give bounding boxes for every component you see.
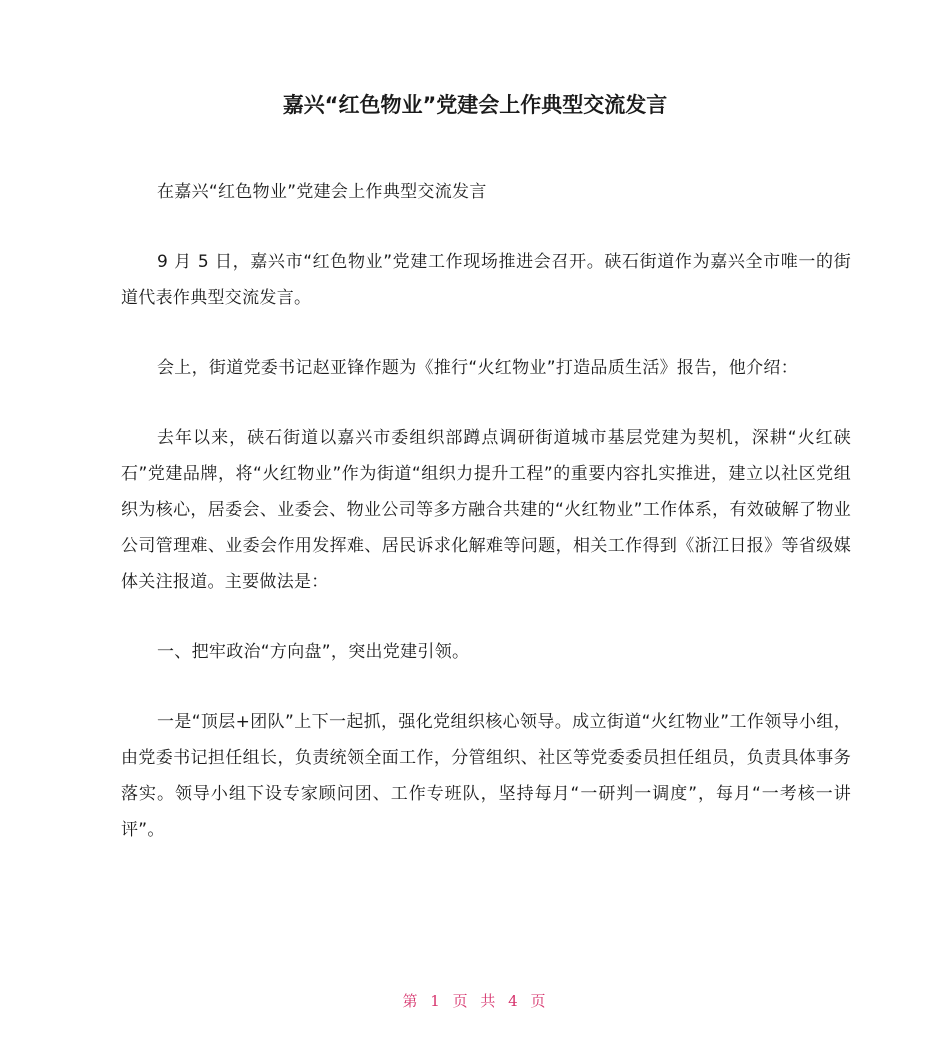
paragraph-point-one: 一是“顶层+团队”上下一起抓，强化党组织核心领导。成立街道“火红物业”工作领导小组，由党委书记担任组长，负责统领全面工作，分管组织、社区等党委委员担任组员，负责具体事务落实。领导小组下设专家顾问团、工作专班队，坚持每月“一研判一调度”，每月“一考核一讲评”。	[121, 712, 851, 840]
paragraph-subtitle: 在嘉兴“红色物业”党建会上作典型交流发言	[157, 182, 487, 202]
paragraph-background: 去年以来，硖石街道以嘉兴市委组织部蹲点调研街道城市基层党建为契机，深耕“火红硖石”党建品牌，将“火红物业”作为街道“组织力提升工程”的重要内容扎实推进，建立以社区党组织为核心，居委会、业委会、物业公司等多方融合共建的“火红物业”工作体系，有效破解了物业公司管理难、业委会作用发挥难、居民诉求化解难等问题，相关工作得到《浙江日报》等省级媒体关注报道。主要做法是：	[121, 428, 851, 592]
paragraph-meeting-intro: 9 月 5 日，嘉兴市“红色物业”党建工作现场推进会召开。硖石街道作为嘉兴全市唯一的街道代表作典型交流发言。	[121, 252, 851, 308]
document-title: 嘉兴“红色物业”党建会上作典型交流发言	[282, 93, 668, 117]
document-body	[121, 174, 851, 882]
page-number-footer: 第 1 页 共 4 页	[402, 992, 548, 1010]
paragraph-section-heading: 一、把牢政治“方向盘”，突出党建引领。	[157, 642, 470, 662]
paragraph-report-intro: 会上，街道党委书记赵亚锋作题为《推行“火红物业”打造品质生活》报告，他介绍：	[157, 358, 799, 378]
